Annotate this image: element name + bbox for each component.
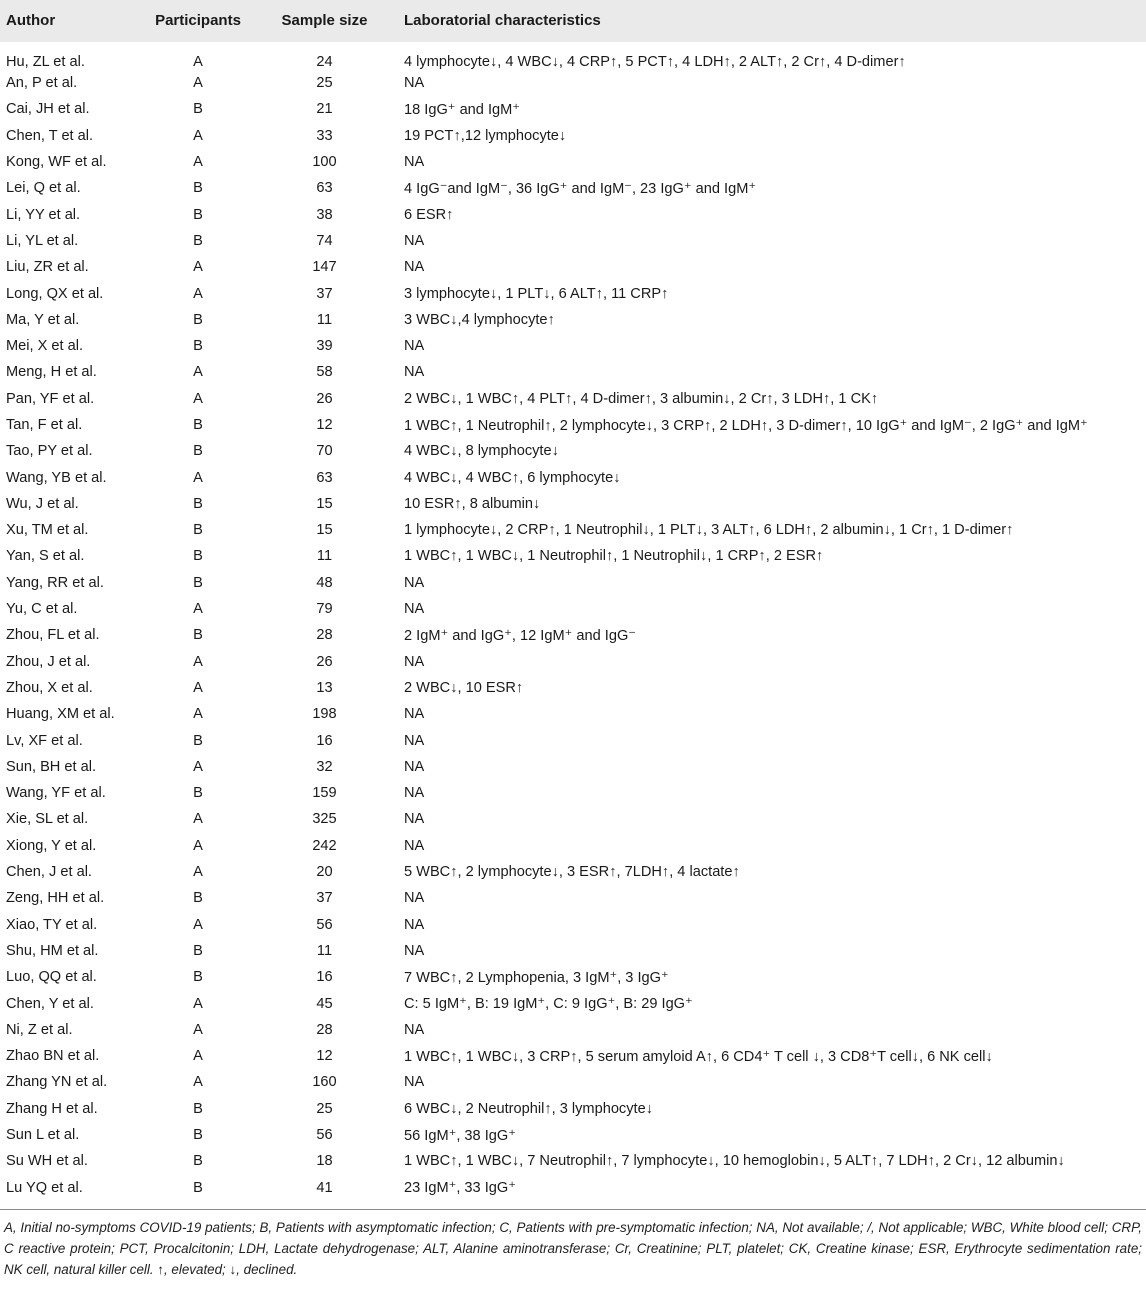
table-row <box>0 228 1146 254</box>
author-cell: Li, YY et al. <box>6 206 81 223</box>
lab-characteristics-cell: 6 ESR↑ <box>404 206 454 223</box>
participants-cell: B <box>193 495 203 512</box>
sample-size-cell: 21 <box>316 101 333 118</box>
sample-size-cell: 25 <box>316 75 333 92</box>
table-row <box>0 70 1146 96</box>
sample-size-cell: 325 <box>312 811 337 828</box>
sample-size-cell: 242 <box>312 837 337 854</box>
sample-size-cell: 24 <box>316 54 333 70</box>
table-row <box>0 175 1146 201</box>
lab-characteristics-cell: 2 WBC↓, 10 ESR↑ <box>404 679 524 696</box>
author-cell: Zhao BN et al. <box>6 1048 100 1065</box>
author-cell: Zhou, FL et al. <box>6 627 100 644</box>
sample-size-cell: 13 <box>316 679 333 696</box>
participants-cell: A <box>193 706 203 723</box>
table-row <box>0 1069 1146 1095</box>
table-row <box>0 990 1146 1016</box>
author-cell: Yang, RR et al. <box>6 574 104 591</box>
participants-cell: B <box>193 548 203 565</box>
author-cell: Liu, ZR et al. <box>6 259 89 276</box>
lab-characteristics-cell: NA <box>404 758 425 775</box>
participants-cell: A <box>193 285 203 302</box>
lab-characteristics-cell: 1 WBC↑, 1 Neutrophil↑, 2 lymphocyte↓, 3 CRP↑, 2 LDH↑, 3 D-dimer↑, 10 IgG⁺ and IgM⁻, 2 IgG⁺ and IgM⁺ <box>404 417 1088 434</box>
sample-size-cell: 39 <box>316 338 333 355</box>
sample-size-cell: 12 <box>316 417 333 433</box>
lab-characteristics-cell: 19 PCT↑,12 lymphocyte↓ <box>404 127 567 144</box>
lab-characteristics-cell: 1 WBC↑, 1 WBC↓, 7 Neutrophil↑, 7 lymphocyte↓, 10 hemoglobin↓, 5 ALT↑, 7 LDH↑, 2 Cr↓, 12 albumin↓ <box>404 1153 1065 1170</box>
author-cell: Chen, Y et al. <box>6 995 94 1012</box>
author-cell: Meng, H et al. <box>6 364 97 381</box>
author-cell: Xiao, TY et al. <box>6 916 98 933</box>
lab-characteristics-cell: NA <box>404 574 425 591</box>
lab-characteristics-cell: 4 WBC↓, 8 lymphocyte↓ <box>404 443 559 460</box>
participants-cell: A <box>193 916 203 933</box>
participants-cell: B <box>193 1179 203 1196</box>
header-participants: Participants <box>155 11 241 29</box>
sample-size-cell: 12 <box>316 1048 333 1065</box>
sample-size-cell: 28 <box>316 627 333 644</box>
sample-size-cell: 63 <box>316 469 333 486</box>
table-row <box>0 754 1146 780</box>
sample-size-cell: 41 <box>316 1179 333 1196</box>
author-cell: Luo, QQ et al. <box>6 969 97 986</box>
participants-cell: B <box>193 785 203 802</box>
participants-cell: A <box>193 75 203 92</box>
sample-size-cell: 25 <box>316 1100 333 1117</box>
table-row <box>0 701 1146 727</box>
sample-size-cell: 16 <box>316 969 333 986</box>
table-row <box>0 123 1146 149</box>
participants-cell: A <box>193 259 203 276</box>
participants-cell: B <box>193 180 203 197</box>
participants-cell: A <box>193 837 203 854</box>
table-header <box>0 0 1146 42</box>
sample-size-cell: 15 <box>316 522 333 539</box>
lab-characteristics-cell: 4 IgG⁻and IgM⁻, 36 IgG⁺ and IgM⁻, 23 IgG⁺ and IgM⁺ <box>404 180 757 197</box>
participants-cell: A <box>193 1021 203 1038</box>
sample-size-cell: 26 <box>316 653 333 670</box>
author-cell: Kong, WF et al. <box>6 154 107 171</box>
participants-cell: A <box>193 995 203 1012</box>
participants-cell: A <box>193 390 203 407</box>
table-footnote: A, Initial no-symptoms COVID-19 patients; B, Patients with asymptomatic infection; C, Patients with pre-symptomatic infection; NA, Not available; /, Not applicable; WBC, White blood cell; CRP, C reactive protein; PCT, Procalcitonin; LDH, Lactate dehydrogenase; ALT, Alanine aminotransferase; Cr, Creatinine; PLT, platelet; CK, Creatine kinase; ESR, Erythrocyte sedimentation rate; NK cell, natural killer cell. ↑, elevated; ↓, declined. <box>4 1219 1142 1277</box>
participants-cell: B <box>193 1127 203 1144</box>
lab-characteristics-cell: 2 WBC↓, 1 WBC↑, 4 PLT↑, 4 D-dimer↑, 3 albumin↓, 2 Cr↑, 3 LDH↑, 1 CK↑ <box>404 390 879 407</box>
table-row <box>0 1148 1146 1174</box>
sample-size-cell: 16 <box>316 732 333 749</box>
author-cell: Xu, TM et al. <box>6 522 89 539</box>
lab-characteristics-cell: NA <box>404 154 425 171</box>
sample-size-cell: 58 <box>316 364 333 381</box>
author-cell: Lei, Q et al. <box>6 180 81 197</box>
lab-characteristics-cell: NA <box>404 601 425 618</box>
table-row <box>0 307 1146 333</box>
sample-size-cell: 18 <box>316 1153 333 1170</box>
header-sample-size: Sample size <box>281 11 368 29</box>
participants-cell: A <box>193 1048 203 1065</box>
author-cell: Ni, Z et al. <box>6 1021 73 1038</box>
participants-cell: B <box>193 232 203 249</box>
participants-cell: A <box>193 1074 203 1091</box>
author-cell: Yu, C et al. <box>6 601 78 618</box>
author-cell: Mei, X et al. <box>6 338 84 355</box>
lab-characteristics-cell: 56 IgM⁺, 38 IgG⁺ <box>404 1127 516 1144</box>
table-row <box>0 570 1146 596</box>
lab-characteristics-cell: NA <box>404 232 425 249</box>
author-cell: Zhou, X et al. <box>6 679 93 696</box>
header-author: Author <box>6 11 56 29</box>
participants-cell: A <box>193 601 203 618</box>
participants-cell: B <box>193 942 203 959</box>
lab-characteristics-cell: 10 ESR↑, 8 albumin↓ <box>404 495 541 512</box>
table-row <box>0 596 1146 622</box>
table-row <box>0 96 1146 122</box>
participants-cell: B <box>193 417 203 433</box>
table-row <box>0 201 1146 227</box>
lab-characteristics-cell: 5 WBC↑, 2 lymphocyte↓, 3 ESR↑, 7LDH↑, 4 lactate↑ <box>404 864 740 881</box>
sample-size-cell: 11 <box>316 311 333 328</box>
sample-size-cell: 79 <box>316 601 333 618</box>
author-cell: Li, YL et al. <box>6 232 79 249</box>
author-cell: Tan, F et al. <box>6 417 83 433</box>
participants-cell: B <box>193 1100 203 1117</box>
author-cell: Yan, S et al. <box>6 548 85 565</box>
author-cell: Long, QX et al. <box>6 285 104 302</box>
author-cell: Su WH et al. <box>6 1153 88 1170</box>
table-row <box>0 885 1146 911</box>
sample-size-cell: 32 <box>316 758 333 775</box>
lab-characteristics-cell: NA <box>404 942 425 959</box>
header-lab-characteristics: Laboratorial characteristics <box>404 11 601 29</box>
table-row <box>0 464 1146 490</box>
participants-cell: B <box>193 443 203 460</box>
lab-characteristics-cell: C: 5 IgM⁺, B: 19 IgM⁺, C: 9 IgG⁺, B: 29 IgG⁺ <box>404 996 693 1013</box>
lab-characteristics-cell: 23 IgM⁺, 33 IgG⁺ <box>404 1180 516 1197</box>
participants-cell: A <box>193 469 203 486</box>
sample-size-cell: 11 <box>316 942 333 959</box>
participants-cell: A <box>193 864 203 881</box>
author-cell: Zeng, HH et al. <box>6 890 105 907</box>
author-cell: Huang, XM et al. <box>6 706 115 723</box>
participants-cell: B <box>193 206 203 223</box>
author-cell: Wang, YF et al. <box>6 785 106 802</box>
sample-size-cell: 11 <box>316 548 333 565</box>
table-row <box>0 912 1146 938</box>
lab-characteristics-cell: NA <box>404 653 425 670</box>
lab-characteristics-cell: 7 WBC↑, 2 Lymphopenia, 3 IgM⁺, 3 IgG⁺ <box>404 969 669 986</box>
author-cell: Cai, JH et al. <box>6 101 90 118</box>
lab-characteristics-cell: NA <box>404 1021 425 1038</box>
lab-characteristics-cell: 1 lymphocyte↓, 2 CRP↑, 1 Neutrophil↓, 1 PLT↓, 3 ALT↑, 6 LDH↑, 2 albumin↓, 1 Cr↑, 1 D-dimer↑ <box>404 522 1014 539</box>
table-row <box>0 359 1146 385</box>
sample-size-cell: 33 <box>316 127 333 144</box>
participants-cell: A <box>193 679 203 696</box>
sample-size-cell: 56 <box>316 1127 333 1144</box>
author-cell: Zhang H et al. <box>6 1100 98 1117</box>
lab-characteristics-cell: 18 IgG⁺ and IgM⁺ <box>404 101 521 118</box>
table-row <box>0 859 1146 885</box>
sample-size-cell: 20 <box>316 864 333 881</box>
lab-characteristics-cell: 2 IgM⁺ and IgG⁺, 12 IgM⁺ and IgG⁻ <box>404 627 636 644</box>
sample-size-cell: 198 <box>312 706 337 723</box>
table-row <box>0 491 1146 517</box>
participants-cell: A <box>193 364 203 381</box>
table-row <box>0 938 1146 964</box>
participants-cell: B <box>193 890 203 907</box>
table-row <box>0 1174 1146 1200</box>
lab-characteristics-cell: 1 WBC↑, 1 WBC↓, 1 Neutrophil↑, 1 Neutrophil↓, 1 CRP↑, 2 ESR↑ <box>404 548 824 565</box>
lab-characteristics-cell: NA <box>404 890 425 907</box>
participants-cell: B <box>193 1153 203 1170</box>
lab-characteristics-cell: NA <box>404 811 425 828</box>
author-cell: Hu, ZL et al. <box>6 54 85 70</box>
table-row <box>0 1096 1146 1122</box>
sample-size-cell: 70 <box>316 443 333 460</box>
sample-size-cell: 15 <box>316 495 333 512</box>
participants-cell: B <box>193 101 203 118</box>
table-row <box>0 675 1146 701</box>
table-row <box>0 543 1146 569</box>
table-row <box>0 780 1146 806</box>
author-cell: Wang, YB et al. <box>6 469 107 486</box>
sample-size-cell: 74 <box>316 232 333 249</box>
author-cell: Zhang YN et al. <box>6 1074 108 1091</box>
participants-cell: B <box>193 969 203 986</box>
lab-characteristics-cell: NA <box>404 75 425 92</box>
table-row <box>0 517 1146 543</box>
sample-size-cell: 56 <box>316 916 333 933</box>
participants-cell: B <box>193 627 203 644</box>
table-row <box>0 149 1146 175</box>
author-cell: Chen, T et al. <box>6 127 94 144</box>
participants-cell: A <box>193 154 203 171</box>
table-row <box>0 1122 1146 1148</box>
lab-characteristics-cell: NA <box>404 364 425 381</box>
table-row <box>0 412 1146 438</box>
table-row <box>0 833 1146 859</box>
author-cell: An, P et al. <box>6 75 78 92</box>
sample-size-cell: 147 <box>312 259 337 276</box>
lab-characteristics-cell: NA <box>404 259 425 276</box>
author-cell: Zhou, J et al. <box>6 653 91 670</box>
participants-cell: B <box>193 311 203 328</box>
lab-characteristics-cell: NA <box>404 916 425 933</box>
participants-cell: A <box>193 127 203 144</box>
participants-cell: A <box>193 811 203 828</box>
author-cell: Chen, J et al. <box>6 864 92 881</box>
lab-characteristics-cell: 4 lymphocyte↓, 4 WBC↓, 4 CRP↑, 5 PCT↑, 4 LDH↑, 2 ALT↑, 2 Cr↑, 4 D-dimer↑ <box>404 54 906 70</box>
table-row <box>0 438 1146 464</box>
table-row <box>0 386 1146 412</box>
lab-characteristics-cell: NA <box>404 785 425 802</box>
table-row <box>0 964 1146 990</box>
table-row <box>0 42 1146 70</box>
sample-size-cell: 38 <box>316 206 333 223</box>
table-row <box>0 806 1146 832</box>
author-cell: Xiong, Y et al. <box>6 837 97 854</box>
lab-characteristics-cell: NA <box>404 338 425 355</box>
participants-cell: A <box>193 653 203 670</box>
lab-characteristics-cell: 4 WBC↓, 4 WBC↑, 6 lymphocyte↓ <box>404 469 621 486</box>
table-row <box>0 1017 1146 1043</box>
author-cell: Pan, YF et al. <box>6 390 95 407</box>
sample-size-cell: 160 <box>312 1074 337 1091</box>
lab-characteristics-cell: NA <box>404 706 425 723</box>
sample-size-cell: 159 <box>312 785 337 802</box>
table-row <box>0 649 1146 675</box>
sample-size-cell: 63 <box>316 180 333 197</box>
lab-characteristics-cell: 1 WBC↑, 1 WBC↓, 3 CRP↑, 5 serum amyloid A↑, 6 CD4⁺ T cell ↓, 3 CD8⁺T cell↓, 6 NK cell↓ <box>404 1048 993 1065</box>
sample-size-cell: 48 <box>316 574 333 591</box>
table-body <box>0 42 1146 1201</box>
author-cell: Sun L et al. <box>6 1127 80 1144</box>
author-cell: Lu YQ et al. <box>6 1179 83 1196</box>
lab-characteristics-cell: 3 WBC↓,4 lymphocyte↑ <box>404 311 555 328</box>
participants-cell: B <box>193 732 203 749</box>
sample-size-cell: 100 <box>312 154 337 171</box>
lab-characteristics-cell: 3 lymphocyte↓, 1 PLT↓, 6 ALT↑, 11 CRP↑ <box>404 285 669 302</box>
lab-characteristics-cell: NA <box>404 1074 425 1091</box>
author-cell: Ma, Y et al. <box>6 311 80 328</box>
author-cell: Lv, XF et al. <box>6 732 83 749</box>
participants-cell: B <box>193 574 203 591</box>
table-row <box>0 280 1146 306</box>
participants-cell: B <box>193 522 203 539</box>
sample-size-cell: 28 <box>316 1021 333 1038</box>
author-cell: Wu, J et al. <box>6 495 79 512</box>
participants-cell: A <box>193 758 203 775</box>
participants-cell: A <box>193 54 203 70</box>
author-cell: Xie, SL et al. <box>6 811 89 828</box>
table-row <box>0 254 1146 280</box>
sample-size-cell: 45 <box>316 995 333 1012</box>
author-cell: Shu, HM et al. <box>6 942 99 959</box>
author-cell: Sun, BH et al. <box>6 758 97 775</box>
sample-size-cell: 26 <box>316 390 333 407</box>
table-row <box>0 727 1146 753</box>
lab-characteristics-cell: 6 WBC↓, 2 Neutrophil↑, 3 lymphocyte↓ <box>404 1100 653 1117</box>
header-row <box>0 0 1146 42</box>
lab-characteristics-cell: NA <box>404 732 425 749</box>
lab-characteristics-cell: NA <box>404 837 425 854</box>
table-row <box>0 333 1146 359</box>
participants-cell: B <box>193 338 203 355</box>
table-row <box>0 622 1146 648</box>
sample-size-cell: 37 <box>316 890 333 907</box>
sample-size-cell: 37 <box>316 285 333 302</box>
table-row <box>0 1043 1146 1069</box>
author-cell: Tao, PY et al. <box>6 443 93 460</box>
